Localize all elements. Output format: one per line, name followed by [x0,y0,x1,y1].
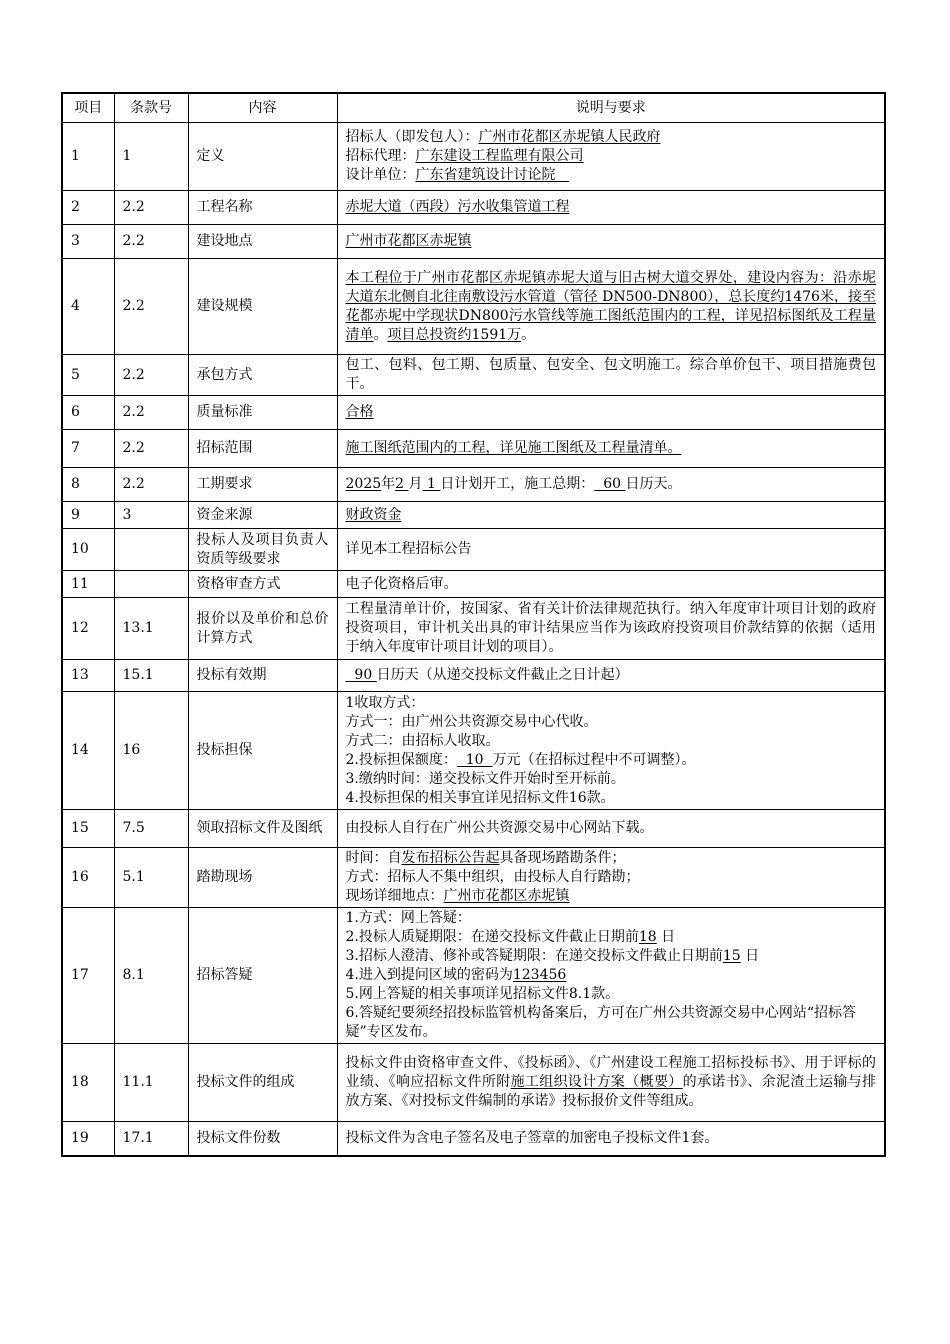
underlined-text: 广州市花都区赤坭镇 [345,233,472,249]
description-line [346,985,877,1004]
text-segment: 方式一：由广州公共资源交易中心代收。 [345,713,598,730]
row-description [337,430,885,468]
underlined-text: 发布招标公告起 [401,850,500,866]
row-clause-number: 2.2 [114,191,188,225]
row-clause-number: 2.2 [114,468,188,502]
text-segment: 投标文件由资格审查文件、《投标函》、《广州建设工程施工招标投标书》、用于评标的业绩、《响应招标文件所附 [345,1055,876,1090]
description-line [346,128,877,147]
text-segment: 设计单位： [345,167,416,183]
row-description [337,1044,885,1122]
row-description [337,1122,885,1156]
table-row [62,430,885,468]
row-content: 工程名称 [188,191,337,225]
text-segment: 时间：自 [345,850,402,866]
description-line [346,770,877,789]
description-line [346,666,877,685]
row-clause-number: 3 [114,502,188,529]
row-item-number: 11 [62,571,114,598]
row-item-number: 9 [62,502,114,529]
table-row [62,355,885,396]
row-clause-number: 5.1 [114,848,188,908]
table-row [62,396,885,430]
text-segment: 万元（在招标过程中不可调整）。 [492,751,696,768]
header-content: 内容 [188,93,337,123]
underlined-text: 广东建设工程监理有限公司 [415,148,584,164]
text-segment: 。 [521,326,536,343]
row-content: 招标范围 [188,430,337,468]
row-description [337,571,885,598]
row-content: 投标文件份数 [188,1122,337,1156]
underlined-text: 施工图纸范围内的工程，详见施工图纸及工程量清单。 [345,440,682,456]
text-segment: 日历天。 [625,476,682,492]
description-line [346,909,877,928]
row-clause-number: 16 [114,692,188,810]
row-clause-number: 2.2 [114,259,188,355]
row-item-number: 7 [62,430,114,468]
table-row [62,848,885,908]
text-segment: 方式二：由招标人收取。 [345,732,500,749]
row-description [337,502,885,529]
description-line [346,947,877,966]
description-line [346,403,877,422]
underlined-text: 广州市花都区赤坭镇人民政府 [478,129,661,145]
row-content: 投标文件的组成 [188,1044,337,1122]
description-line [346,751,877,770]
table-row [62,908,885,1044]
text-segment: 招标代理： [345,148,416,164]
row-content: 承包方式 [188,355,337,396]
table-header-row [62,93,885,123]
text-segment: 日计划开工，施工总期： [440,476,595,492]
description-line [346,506,877,525]
underlined-text: 广东省建筑设计讨论院 [415,167,556,183]
table-row [62,1044,885,1122]
bid-info-table [61,92,886,1157]
row-clause-number [114,571,188,598]
row-clause-number: 2.2 [114,355,188,396]
header-item: 项目 [62,93,114,123]
row-clause-number: 2.2 [114,430,188,468]
underlined-text: 合格 [345,404,374,420]
description-line [346,269,877,345]
row-item-number: 16 [62,848,114,908]
text-segment: 工程量清单计价，按国家、省有关计价法律规范执行。纳入年度审计项目计划的政府投资项目，审计机关出具的审计结果应当作为该政府投资项目价款结算的依据（适用于纳入年度审计项目计划的项目）。 [345,601,876,655]
description-line [346,789,877,808]
row-content: 报价以及单价和总价计算方式 [188,598,337,660]
underlined-text: 15 [722,948,741,964]
row-clause-number: 17.1 [114,1122,188,1156]
description-line [346,147,877,166]
row-clause-number: 13.1 [114,598,188,660]
table-row [62,660,885,692]
row-description [337,355,885,396]
description-line [346,1004,877,1042]
table-row [62,123,885,191]
text-segment: 日历天（从递交投标文件截止之日计起） [376,667,629,683]
row-content: 招标答疑 [188,908,337,1044]
table-row [62,225,885,259]
row-description [337,908,885,1044]
row-item-number: 19 [62,1122,114,1156]
text-segment: 1收取方式： [345,694,425,711]
description-line [346,166,877,185]
row-clause-number: 1 [114,123,188,191]
row-item-number: 12 [62,598,114,660]
table-row [62,529,885,571]
underlined-text: 项目总投资约1591万 [387,326,522,343]
text-segment: 。 [373,326,388,343]
row-content: 定义 [188,123,337,191]
row-item-number: 15 [62,810,114,848]
row-item-number: 10 [62,529,114,571]
row-content: 建设地点 [188,225,337,259]
underlined-text: 10 [456,751,493,768]
description-line [346,732,877,751]
text-segment: 的承诺书》、余泥渣土运输与排放方案、《对投标文件编制的承诺》投标报价文件等组成。 [345,1074,877,1109]
row-item-number: 17 [62,908,114,1044]
table-row [62,692,885,810]
description-line [346,540,877,559]
underlined-text: 18 [638,929,657,945]
description-line [346,868,877,887]
text-segment: 年 [381,476,396,492]
text-segment: 由投标人自行在广州公共资源交易中心网站下载。 [345,820,654,836]
row-description [337,848,885,908]
text-segment: 2.投标人质疑期限：在递交投标文件截止日期前 [345,929,639,945]
row-description [337,225,885,259]
row-item-number: 8 [62,468,114,502]
row-content: 领取招标文件及图纸 [188,810,337,848]
row-content: 质量标准 [188,396,337,430]
row-clause-number: 2.2 [114,225,188,259]
underlined-text: 本工程位于广州市花都区赤坭镇赤坭大道与旧古树大道交界处，建设内容为：沿赤坭大道东北侧自北往南敷设污水管道（管径 DN500-DN800），总长度约1476米，接至花都赤坭中学现状DN800污水管线等施工图纸范围内的工程，详见招标图纸及工程量清单 [345,269,876,343]
underlined-text: 60 [594,476,626,492]
row-item-number: 5 [62,355,114,396]
underlined-text: 财政资金 [345,506,402,523]
text-segment: 6.答疑纪要须经招投标监管机构备案后，方可在广州公共资源交易中心网站“招标答疑”专区发布。 [345,1005,857,1040]
description-line [346,849,877,868]
row-description [337,660,885,692]
row-item-number: 4 [62,259,114,355]
underlined-text: 赤坭大道（西段）污水收集管道工程 [345,199,570,215]
row-description [337,598,885,660]
description-line [346,475,877,494]
description-line [346,694,877,713]
table-row [62,502,885,529]
underlined-text [556,167,569,183]
text-segment: 现场详细地点： [345,888,444,904]
row-content: 资格审查方式 [188,571,337,598]
description-line [346,575,877,594]
table-row [62,191,885,225]
row-content: 踏勘现场 [188,848,337,908]
row-content: 投标有效期 [188,660,337,692]
underlined-text: 2025 [345,476,382,492]
row-description [337,529,885,571]
row-description [337,692,885,810]
text-segment: 招标人（即发包人）： [345,129,479,145]
table-row [62,259,885,355]
row-description [337,123,885,191]
table-row [62,571,885,598]
description-line [346,966,877,985]
row-item-number: 3 [62,225,114,259]
table-row [62,810,885,848]
table-row [62,468,885,502]
header-clause: 条款号 [114,93,188,123]
table-row [62,598,885,660]
row-description [337,191,885,225]
row-content: 工期要求 [188,468,337,502]
row-item-number: 1 [62,123,114,191]
description-line [346,1129,877,1148]
row-description [337,810,885,848]
underlined-text: 123456 [512,967,567,983]
description-line [346,819,877,838]
description-line [346,198,877,217]
text-segment: 投标文件为含电子签名及电子签章的加密电子投标文件1套。 [345,1129,719,1146]
row-content: 资金来源 [188,502,337,529]
text-segment: 2.投标担保额度： [345,751,457,768]
description-line [346,356,877,394]
text-segment: 3.缴纳时间：递交投标文件开始时至开标前。 [345,770,625,787]
text-segment: 具备现场踏勘条件； [499,850,626,866]
description-line [346,1054,877,1111]
text-segment: 电子化资格后审。 [345,575,458,592]
row-content: 投标担保 [188,692,337,810]
text-segment: 日 [656,929,676,945]
description-line [346,600,877,657]
row-item-number: 6 [62,396,114,430]
row-clause-number: 8.1 [114,908,188,1044]
description-line [346,439,877,458]
text-segment: 详见本工程招标公告 [345,541,472,557]
table-body [62,123,885,1156]
text-segment: 月 [408,476,423,492]
row-clause-number: 11.1 [114,1044,188,1122]
description-line [346,928,877,947]
underlined-text: 施工组织设计方案（概要） [510,1074,683,1090]
text-segment: 4.进入到提问区域的密码为 [345,967,513,983]
document-page [61,92,884,1157]
row-clause-number: 2.2 [114,396,188,430]
row-description [337,468,885,502]
text-segment: 3.招标人澄清、修补或答疑期限：在递交投标文件截止日期前 [345,948,723,964]
row-content: 投标人及项目负责人资质等级要求 [188,529,337,571]
underlined-text: 2 [395,476,409,492]
text-segment: 5.网上答疑的相关事项详见招标文件8.1款。 [345,986,620,1002]
description-line [346,232,877,251]
table-row [62,1122,885,1156]
row-clause-number: 15.1 [114,660,188,692]
row-item-number: 18 [62,1044,114,1122]
row-description [337,396,885,430]
row-item-number: 14 [62,692,114,810]
text-segment: 方式：招标人不集中组织，由投标人自行踏勘； [345,869,640,885]
row-content: 建设规模 [188,259,337,355]
row-description [337,259,885,355]
row-item-number: 2 [62,191,114,225]
row-clause-number: 7.5 [114,810,188,848]
underlined-text: 1 [422,476,441,492]
description-line [346,887,877,906]
underlined-text: 广州市花都区赤坭镇 [443,888,570,904]
text-segment: 日 [740,948,760,964]
text-segment: 4.投标担保的相关事宜详见招标文件16款。 [345,789,615,806]
row-clause-number [114,529,188,571]
text-segment: 1.方式：网上答疑： [345,910,471,926]
underlined-text: 90 [345,667,377,683]
row-item-number: 13 [62,660,114,692]
text-segment: 包工、包料、包工期、包质量、包安全、包文明施工。综合单价包干、项目措施费包干。 [345,357,876,392]
header-description: 说明与要求 [337,93,885,123]
description-line [346,713,877,732]
